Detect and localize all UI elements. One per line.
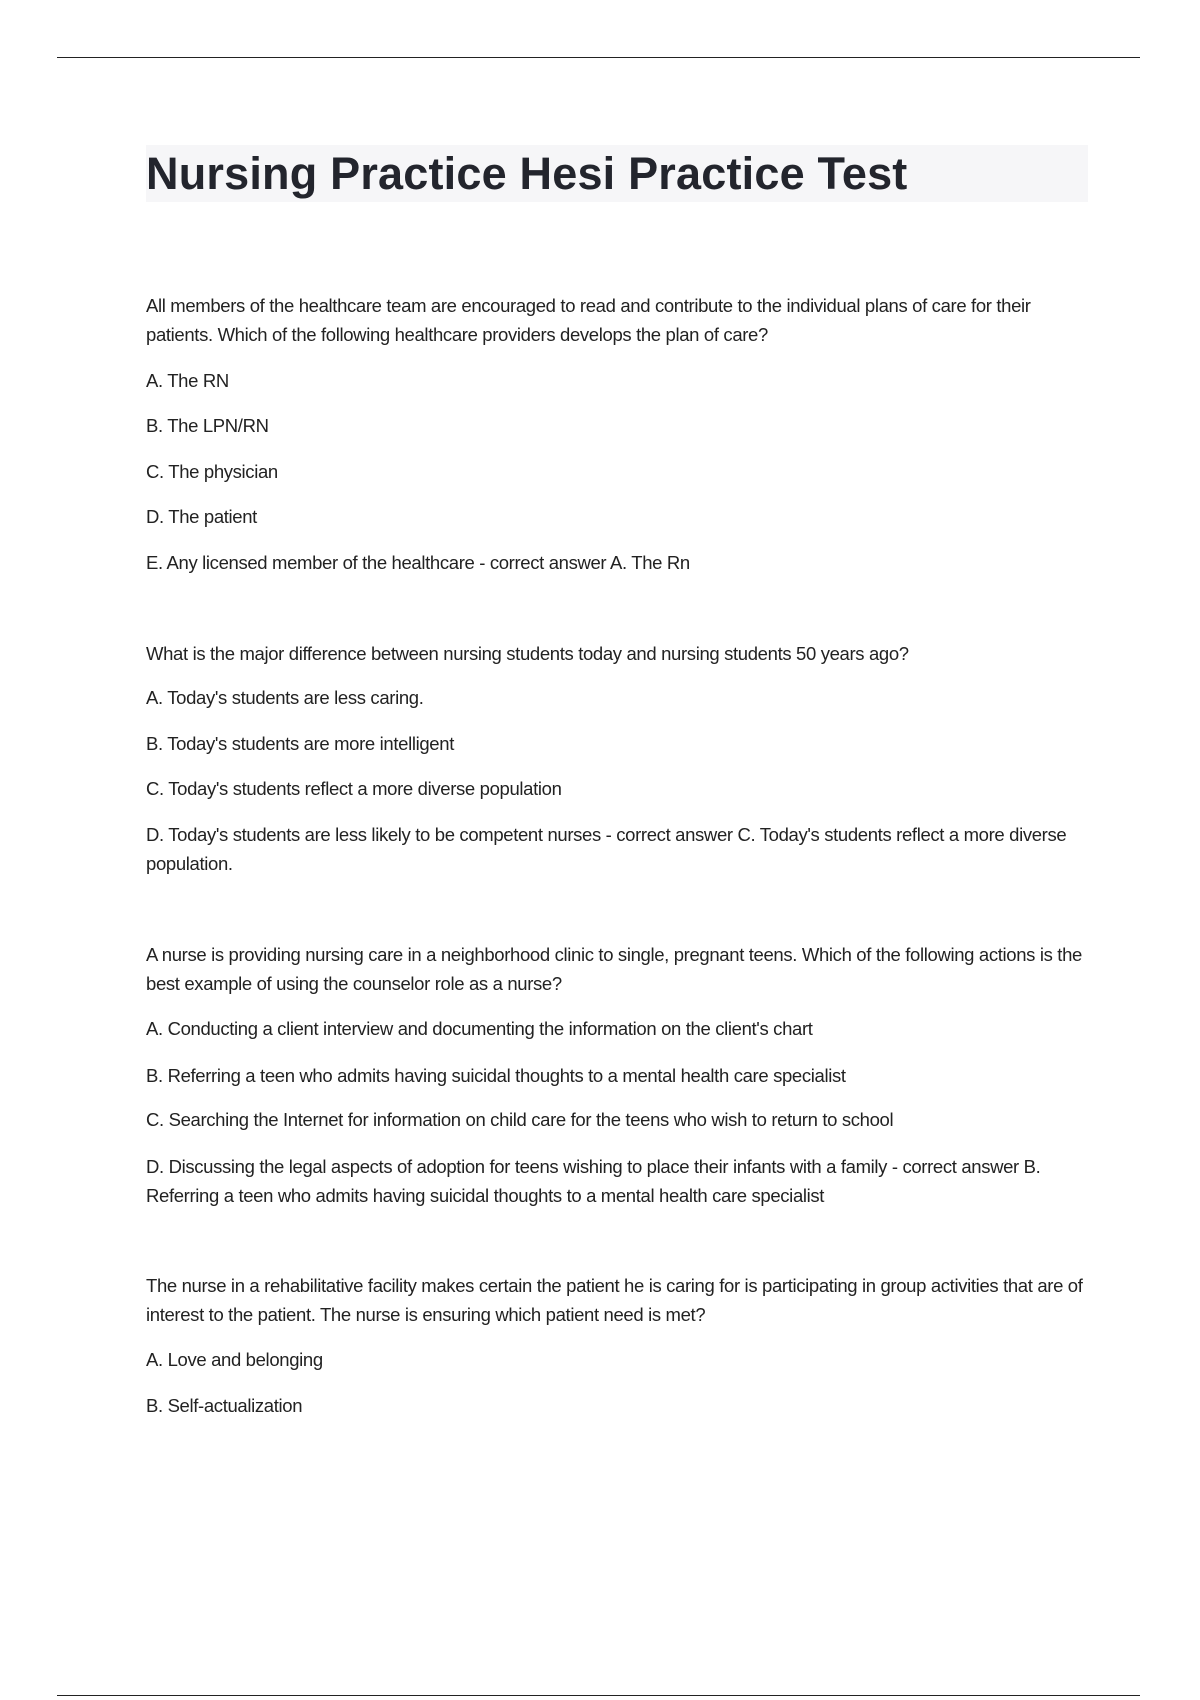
question-4-stem: The nurse in a rehabilitative facility makes certain the patient he is caring for is participating in group activities that are of interest to the patient. The nurse is ensuring which patient need is met? <box>146 1275 1083 1325</box>
question-3-stem: A nurse is providing nursing care in a neighborhood clinic to single, pregnant teens. Which of the following actions is the best example of using the counselor role as a nurse? <box>146 944 1082 994</box>
question-3-option-b: B. Referring a teen who admits having suicidal thoughts to a mental health care specialist <box>146 1065 846 1086</box>
question-1-option-b: B. The LPN/RN <box>146 415 269 436</box>
question-1-option-a: A. The RN <box>146 370 229 391</box>
question-2-option-b: B. Today's students are more intelligent <box>146 733 454 754</box>
question-3-option-a: A. Conducting a client interview and documenting the information on the client's chart <box>146 1018 813 1039</box>
question-2-option-a: A. Today's students are less caring. <box>146 687 424 708</box>
question-1-option-c: C. The physician <box>146 461 278 482</box>
bottom-rule <box>57 1695 1140 1696</box>
top-rule <box>57 57 1140 58</box>
question-2-option-c: C. Today's students reflect a more diverse population <box>146 778 562 799</box>
question-4-option-b: B. Self-actualization <box>146 1395 303 1416</box>
question-2-option-d: D. Today's students are less likely to be competent nurses - correct answer C. Today's students reflect a more diverse population. <box>146 824 1067 874</box>
question-1-stem: All members of the healthcare team are encouraged to read and contribute to the individual plans of care for their patients. Which of the following healthcare providers develops the plan of care? <box>146 295 1031 345</box>
page-title: Nursing Practice Hesi Practice Test <box>146 148 908 199</box>
question-3-option-d: D. Discussing the legal aspects of adoption for teens wishing to place their infants with a family - correct answer B. Referring a teen who admits having suicidal thoughts to a mental health care specialist <box>146 1156 1041 1206</box>
question-1-option-e: E. Any licensed member of the healthcare - correct answer A. The Rn <box>146 552 690 573</box>
question-1-option-d: D. The patient <box>146 506 257 527</box>
question-4-option-a: A. Love and belonging <box>146 1349 323 1370</box>
question-3-option-c: C. Searching the Internet for information on child care for the teens who wish to return to school <box>146 1109 894 1130</box>
question-2-stem: What is the major difference between nursing students today and nursing students 50 years ago? <box>146 643 909 664</box>
